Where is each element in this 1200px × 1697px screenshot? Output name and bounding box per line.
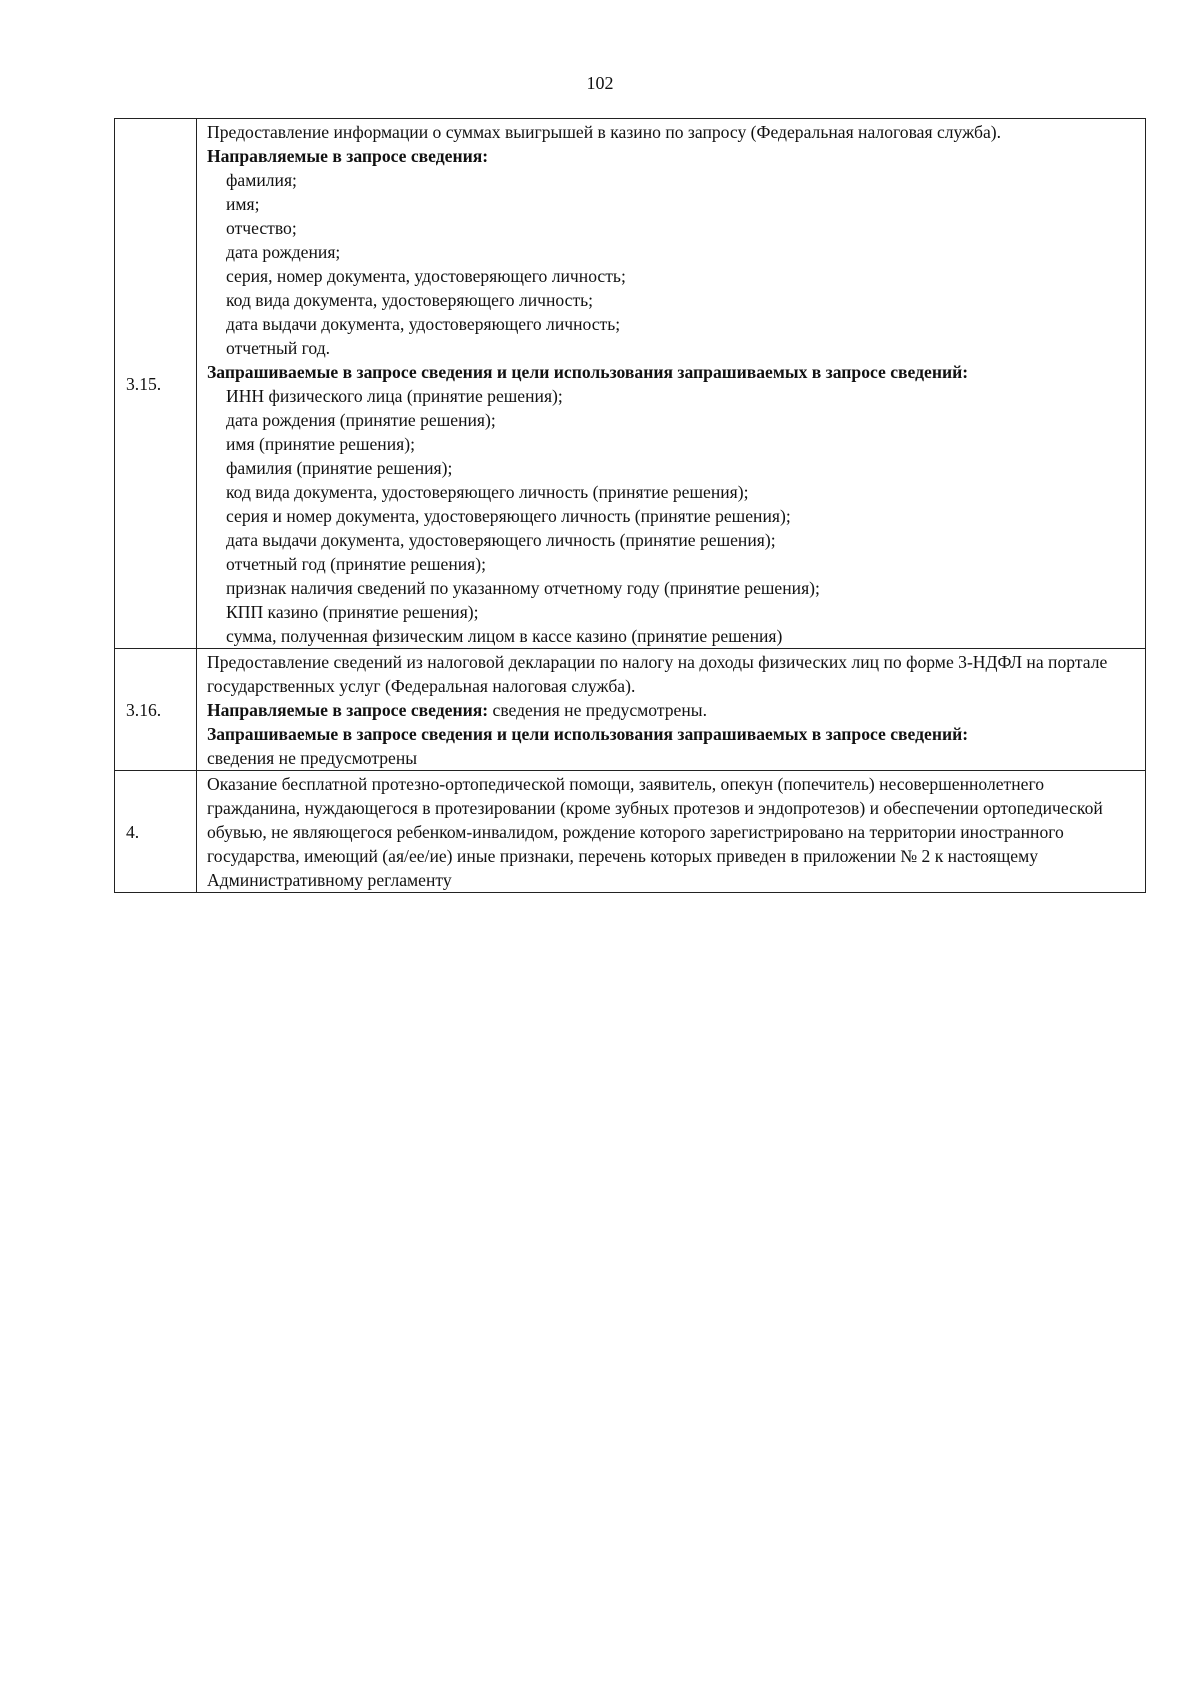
document-table [114, 118, 1146, 893]
list-item: отчетный год (принятие решения); [226, 554, 487, 574]
sent-value: сведения не предусмотрены. [488, 700, 707, 720]
list-item: дата выдачи документа, удостоверяющего личность; [226, 314, 621, 334]
list-item: ИНН физического лица (принятие решения); [226, 386, 563, 406]
row-content [197, 771, 1146, 893]
list-item: серия, номер документа, удостоверяющего личность; [226, 266, 626, 286]
table-row-4 [115, 771, 1146, 893]
requested-heading: Запрашиваемые в запросе сведения и цели использования запрашиваемых в запросе сведений: [207, 724, 969, 744]
row-title: Предоставление информации о суммах выигрышей в казино по запросу (Федеральная налоговая служба). [207, 122, 1002, 142]
table-row-3-15 [115, 119, 1146, 649]
list-item: фамилия (принятие решения); [226, 458, 453, 478]
list-item: отчетный год. [226, 338, 331, 358]
row-content [197, 649, 1146, 771]
row-number: 3.15. [115, 119, 197, 649]
list-item: фамилия; [226, 170, 297, 190]
sent-heading: Направляемые в запросе сведения: [207, 700, 489, 720]
list-item: сумма, полученная физическим лицом в кассе казино (принятие решения) [226, 626, 783, 646]
list-item: код вида документа, удостоверяющего личность (принятие решения); [226, 482, 749, 502]
list-item: дата рождения; [226, 242, 341, 262]
requested-heading: Запрашиваемые в запросе сведения и цели использования запрашиваемых в запросе сведений: [207, 362, 969, 382]
list-item: серия и номер документа, удостоверяющего личность (принятие решения); [226, 506, 791, 526]
list-item: имя; [226, 194, 260, 214]
row-number: 4. [115, 771, 197, 893]
row-content [197, 119, 1146, 649]
row-title: Предоставление сведений из налоговой декларации по налогу на доходы физических лиц по форме 3-НДФЛ на портале государственных услуг (Федеральная налоговая служба). [207, 652, 1108, 696]
list-item: отчество; [226, 218, 297, 238]
list-item: признак наличия сведений по указанному отчетному году (принятие решения); [226, 578, 820, 598]
list-item: дата выдачи документа, удостоверяющего личность (принятие решения); [226, 530, 776, 550]
list-item: имя (принятие решения); [226, 434, 415, 454]
list-item: дата рождения (принятие решения); [226, 410, 496, 430]
sent-line [207, 698, 1135, 722]
requested-value: сведения не предусмотрены [207, 748, 418, 768]
row-number: 3.16. [115, 649, 197, 771]
list-item: КПП казино (принятие решения); [226, 602, 479, 622]
row-text: Оказание бесплатной протезно-ортопедической помощи, заявитель, опекун (попечитель) несовершеннолетнего гражданина, нуждающегося в протезировании (кроме зубных протезов и эндопротезов) и обеспечении ортопедической обувью, не являющегося ребенком-инвалидом, рождение которого зарегистрировано на территории иностранного государства, имеющий (ая/ее/ие) иные признаки, перечень которых приведен в приложении № 2 к настоящему Административному регламенту [207, 774, 1103, 890]
page-number: 102 [586, 73, 614, 93]
table-row-3-16 [115, 649, 1146, 771]
sent-heading: Направляемые в запросе сведения: [207, 146, 489, 166]
list-item: код вида документа, удостоверяющего личность; [226, 290, 594, 310]
